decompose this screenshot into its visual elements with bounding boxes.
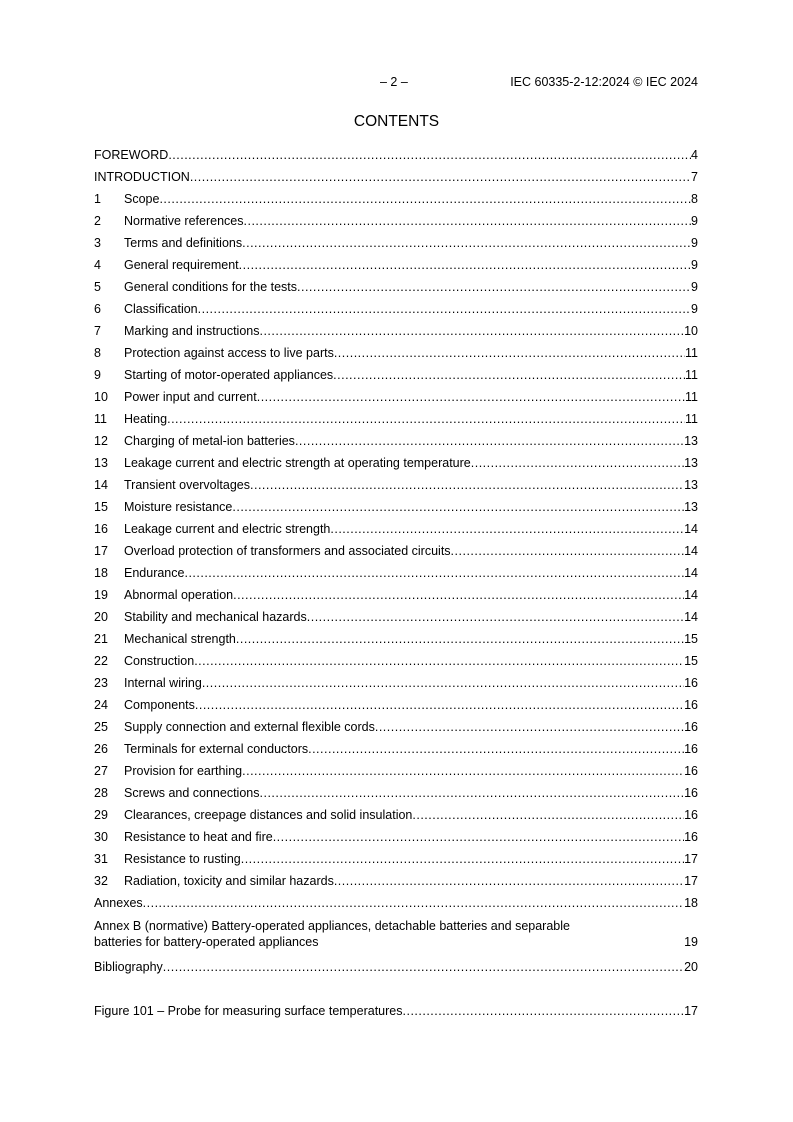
toc-entry-text: Bibliography (94, 960, 163, 974)
toc-entry-number: 4 (94, 258, 101, 272)
toc-entry-page: 13 (684, 434, 698, 448)
toc-entry-clause[interactable] (94, 188, 698, 210)
dot-leader (241, 848, 684, 870)
page-number: – 2 – (380, 75, 408, 89)
toc-entry-text: Stability and mechanical hazards (124, 610, 307, 624)
toc-entry-page: 11 (685, 346, 698, 360)
toc-entry-text: Internal wiring (124, 676, 202, 690)
dot-leader (334, 342, 685, 364)
toc-entry-number: 25 (94, 720, 108, 734)
toc-entry-page: 14 (684, 544, 698, 558)
toc-entry-text: Components (124, 698, 195, 712)
toc-entry-annex-b[interactable] (94, 914, 698, 956)
dot-leader (168, 144, 691, 166)
toc-entry-clause[interactable] (94, 672, 698, 694)
toc-entry-number: 8 (94, 346, 101, 360)
toc-entry-text: Abnormal operation (124, 588, 234, 602)
toc-entry-page: 7 (691, 170, 698, 184)
dot-leader (471, 452, 684, 474)
toc-entry-number: 23 (94, 676, 108, 690)
toc-entry-clause[interactable] (94, 562, 698, 584)
dot-leader (198, 298, 691, 320)
toc-entry-text: Protection against access to live parts (124, 346, 334, 360)
toc-entry-page: 11 (685, 368, 698, 382)
toc-entry-page: 13 (684, 500, 698, 514)
toc-entry-page: 9 (691, 280, 698, 294)
toc-entry-text: Scope (124, 192, 160, 206)
toc-entry-page: 16 (684, 764, 698, 778)
toc-entry-clause[interactable] (94, 870, 698, 892)
toc-entry-number: 1 (94, 192, 101, 206)
toc-entry-clause[interactable] (94, 408, 698, 430)
toc-entry-number: 12 (94, 434, 108, 448)
page-header (94, 75, 698, 93)
toc-entry-number: 21 (94, 632, 108, 646)
toc-entry-foreword[interactable] (94, 144, 698, 166)
toc-entry-clause[interactable] (94, 540, 698, 562)
toc-entry-clause[interactable] (94, 518, 698, 540)
section-gap (94, 978, 698, 1000)
dot-leader (334, 870, 684, 892)
toc-entry-page: 10 (684, 324, 698, 338)
toc-entry-figure-101[interactable] (94, 1000, 698, 1022)
toc-entry-page: 16 (684, 742, 698, 756)
toc-entry-clause[interactable] (94, 584, 698, 606)
toc-entry-number: 28 (94, 786, 108, 800)
dot-leader (190, 166, 691, 188)
toc-entry-text: Normative references (124, 214, 244, 228)
dot-leader (242, 232, 691, 254)
dot-leader (260, 782, 685, 804)
toc-entry-number: 11 (94, 412, 107, 426)
toc-entry-page: 13 (684, 478, 698, 492)
dot-leader (184, 562, 684, 584)
toc-entry-text: Supply connection and external flexible cords (124, 720, 375, 734)
toc-entry-number: 7 (94, 324, 101, 338)
toc-entry-number: 2 (94, 214, 101, 228)
toc-entry-page: 16 (684, 720, 698, 734)
toc-entry-clause[interactable] (94, 430, 698, 452)
toc-entry-clause[interactable] (94, 386, 698, 408)
toc-entry-page: 20 (684, 960, 698, 974)
toc-entry-number: 24 (94, 698, 108, 712)
toc-entry-bibliography[interactable] (94, 956, 698, 978)
toc-entry-number: 6 (94, 302, 101, 316)
dot-leader (257, 386, 685, 408)
toc-entry-text: Terminals for external conductors (124, 742, 309, 756)
toc-entry-text: Classification (124, 302, 198, 316)
dot-leader (202, 672, 684, 694)
toc-entry-page: 16 (684, 698, 698, 712)
toc-entry-clause[interactable] (94, 694, 698, 716)
dot-leader (403, 1000, 685, 1022)
toc-entry-text: Power input and current (124, 390, 257, 404)
toc-entry-text: Clearances, creepage distances and solid insulation (124, 808, 413, 822)
dot-leader (236, 628, 684, 650)
toc-entry-text: Construction (124, 654, 195, 668)
toc-entry-number: 26 (94, 742, 108, 756)
toc-entry-clause[interactable] (94, 826, 698, 848)
toc-entry-page: 4 (691, 148, 698, 162)
toc-entry-page: 13 (684, 456, 698, 470)
toc-entry-text: Heating (124, 412, 168, 426)
toc-entry-number: 5 (94, 280, 101, 294)
toc-entry-text: Radiation, toxicity and similar hazards (124, 874, 334, 888)
toc-entry-text-line1: Annex B (normative) Battery-operated appliances, detachable batteries and separable (94, 919, 570, 933)
toc-entry-page: 14 (684, 610, 698, 624)
toc-entry-text: Overload protection of transformers and associated circuits (124, 544, 451, 558)
toc-entry-clause[interactable] (94, 232, 698, 254)
dot-leader (167, 408, 685, 430)
toc-entry-number: 27 (94, 764, 108, 778)
toc-entry-number: 9 (94, 368, 101, 382)
toc-entry-clause[interactable] (94, 342, 698, 364)
toc-entry-page: 16 (684, 676, 698, 690)
toc-entry-number: 14 (94, 478, 108, 492)
toc-entry-number: 15 (94, 500, 108, 514)
toc-entry-page: 17 (684, 1004, 698, 1018)
dot-leader (163, 956, 684, 978)
toc-entry-number: 30 (94, 830, 108, 844)
dot-leader (233, 584, 684, 606)
toc-entry-clause[interactable] (94, 254, 698, 276)
document-id: IEC 60335-2-12:2024 © IEC 2024 (510, 75, 698, 89)
toc-entry-number: 22 (94, 654, 108, 668)
dot-leader (295, 430, 684, 452)
toc-entry-text: Figure 101 – Probe for measuring surface temperatures (94, 1004, 403, 1018)
toc-entry-annexes[interactable] (94, 892, 698, 914)
toc-entry-page: 16 (684, 786, 698, 800)
toc-entry-number: 16 (94, 522, 108, 536)
toc-entry-number: 13 (94, 456, 108, 470)
toc-entry-text: General conditions for the tests (124, 280, 298, 294)
dot-leader (159, 188, 691, 210)
toc-entry-clause[interactable] (94, 320, 698, 342)
toc-entry-page: 14 (684, 566, 698, 580)
dot-leader (259, 320, 684, 342)
toc-entry-text: Mechanical strength (124, 632, 236, 646)
toc-entry-clause[interactable] (94, 452, 698, 474)
toc-entry-clause[interactable] (94, 496, 698, 518)
toc-entry-page: 16 (684, 830, 698, 844)
toc-entry-introduction[interactable] (94, 166, 698, 188)
toc-entry-clause[interactable] (94, 474, 698, 496)
toc-entry-number: 3 (94, 236, 101, 250)
dot-leader (307, 606, 684, 628)
toc-entry-clause[interactable] (94, 848, 698, 870)
toc-entry-text: Transient overvoltages (124, 478, 250, 492)
toc-entry-page: 11 (685, 412, 698, 426)
dot-leader (232, 496, 684, 518)
dot-leader (308, 738, 684, 760)
toc-entry-text: Charging of metal-ion batteries (124, 434, 295, 448)
toc-entry-page: 9 (691, 236, 698, 250)
toc-entry-clause[interactable] (94, 760, 698, 782)
toc-entry-page: 18 (684, 896, 698, 910)
toc-entry-clause[interactable] (94, 650, 698, 672)
dot-leader (143, 892, 684, 914)
toc-entry-page: 14 (684, 522, 698, 536)
dot-leader (330, 518, 684, 540)
dot-leader (250, 474, 684, 496)
toc-entry-number: 19 (94, 588, 108, 602)
toc-entry-page: 9 (691, 214, 698, 228)
dot-leader (297, 276, 691, 298)
toc-entry-page: 15 (684, 632, 698, 646)
toc-entry-number: 20 (94, 610, 108, 624)
toc-entry-clause[interactable] (94, 738, 698, 760)
toc-entry-text: Resistance to rusting (124, 852, 241, 866)
toc-entry-page: 8 (691, 192, 698, 206)
toc-entry-clause[interactable] (94, 804, 698, 826)
toc-entry-clause[interactable] (94, 782, 698, 804)
toc-entry-text: General requirement (124, 258, 239, 272)
toc-entry-page: 17 (684, 874, 698, 888)
toc-entry-clause[interactable] (94, 364, 698, 386)
dot-leader (194, 650, 684, 672)
toc-entry-clause[interactable] (94, 210, 698, 232)
toc-entry-text: Leakage current and electric strength at operating temperature (124, 456, 471, 470)
toc-entry-page: 19 (684, 935, 698, 949)
toc-entry-clause[interactable] (94, 276, 698, 298)
toc-entry-number: 18 (94, 566, 108, 580)
dot-leader (195, 694, 684, 716)
dot-leader (451, 540, 685, 562)
toc-entry-text: Moisture resistance (124, 500, 233, 514)
toc-entry-page: 9 (691, 302, 698, 316)
dot-leader (412, 804, 684, 826)
toc-entry-text: Resistance to heat and fire (124, 830, 273, 844)
toc-entry-text-line2: batteries for battery-operated appliances (94, 935, 319, 949)
toc-entry-page: 15 (684, 654, 698, 668)
toc-entry-number: 32 (94, 874, 108, 888)
dot-leader (242, 760, 684, 782)
toc-entry-number: 10 (94, 390, 108, 404)
toc-entry-text: Starting of motor-operated appliances (124, 368, 334, 382)
dot-leader (273, 826, 684, 848)
toc-entry-text: Endurance (124, 566, 185, 580)
table-of-contents (94, 144, 698, 1022)
toc-entry-text: Screws and connections (124, 786, 260, 800)
toc-entry-clause[interactable] (94, 606, 698, 628)
page-title: CONTENTS (353, 113, 440, 130)
dot-leader (239, 254, 691, 276)
toc-entry-text: Terms and definitions (124, 236, 243, 250)
toc-entry-clause[interactable] (94, 628, 698, 650)
toc-entry-clause[interactable] (94, 716, 698, 738)
toc-entry-number: 17 (94, 544, 108, 558)
clause-list (94, 188, 698, 892)
toc-entry-text: Provision for earthing (124, 764, 243, 778)
dot-leader (244, 210, 692, 232)
dot-leader (333, 364, 685, 386)
toc-entry-text: Annexes (94, 896, 143, 910)
toc-entry-text: FOREWORD (94, 148, 169, 162)
dot-leader (375, 716, 684, 738)
toc-entry-clause[interactable] (94, 298, 698, 320)
toc-entry-page: 11 (685, 390, 698, 404)
toc-entry-text: Leakage current and electric strength (124, 522, 331, 536)
toc-entry-page: 16 (684, 808, 698, 822)
toc-entry-text: INTRODUCTION (94, 170, 190, 184)
toc-entry-page: 17 (684, 852, 698, 866)
toc-entry-text: Marking and instructions (124, 324, 260, 338)
toc-entry-number: 29 (94, 808, 108, 822)
toc-entry-page: 9 (691, 258, 698, 272)
toc-entry-page: 14 (684, 588, 698, 602)
toc-entry-number: 31 (94, 852, 108, 866)
